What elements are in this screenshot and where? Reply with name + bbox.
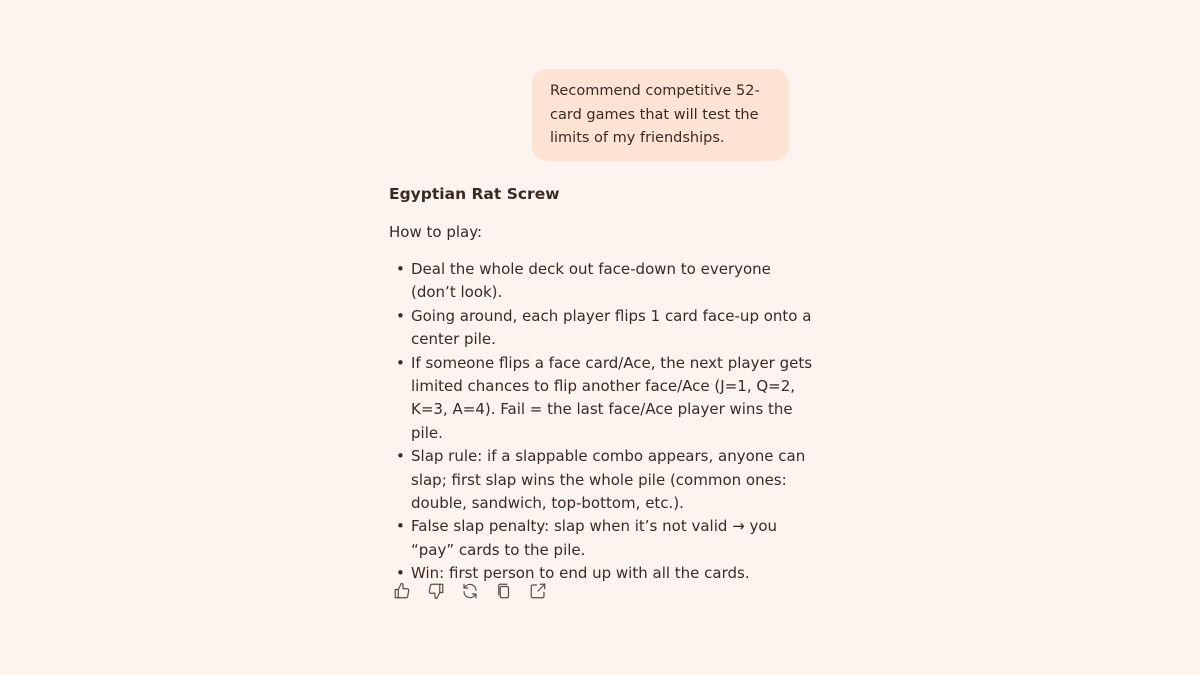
thumbs-down-icon <box>427 582 445 600</box>
user-message-bubble <box>532 69 789 161</box>
thumbs-up-icon <box>393 582 411 600</box>
message-actions <box>392 581 548 601</box>
regenerate-button[interactable] <box>460 581 480 601</box>
assistant-response <box>389 182 819 586</box>
copy-icon <box>495 582 513 600</box>
list-item: • Win: first person to end up with all the cards. <box>396 564 750 583</box>
list-item: • False slap penalty: slap when it’s not valid → you “pay” cards to the pile. <box>396 517 778 559</box>
list-item: • Slap rule: if a slappable combo appears, anyone can slap; first slap wins the whole pile (common ones: double, sandwich, top-bottom, etc.). <box>396 447 806 513</box>
list-item: • Deal the whole deck out face-down to everyone (don’t look). <box>396 260 771 302</box>
thumbs-up-button[interactable] <box>392 581 412 601</box>
list-item: • Going around, each player flips 1 card face-up onto a center pile. <box>396 306 812 349</box>
regenerate-icon <box>461 582 479 600</box>
response-title: Egyptian Rat Screw <box>389 185 560 203</box>
user-message-text: Recommend competitive 52-card games that will test the limits of my friendships. <box>550 83 760 146</box>
share-button[interactable] <box>528 581 548 601</box>
rules-list <box>389 258 819 586</box>
thumbs-down-button[interactable] <box>426 581 446 601</box>
copy-button[interactable] <box>494 581 514 601</box>
response-subhead: How to play: <box>389 223 483 241</box>
list-item: • If someone flips a face card/Ace, the next player gets limited chances to flip another face/Ace (J=1, Q=2, K=3, A=4). Fail = the last face/Ace player wins the pile. <box>396 353 813 442</box>
share-icon <box>529 582 547 600</box>
